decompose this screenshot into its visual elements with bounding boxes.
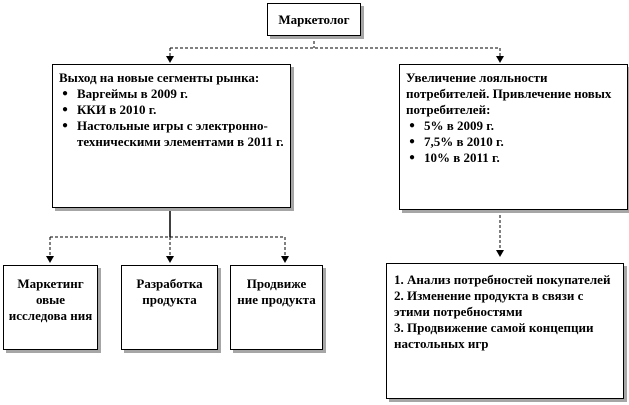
list-item: ● Настольные игры с электронно-техническими элементами в 2011 г. (59, 118, 284, 150)
list-item: ● 10% в 2011 г. (406, 150, 621, 166)
left-branch-heading: Выход на новые сегменты рынка: (59, 70, 260, 85)
steps-node (386, 263, 624, 399)
promotion-label: Продвиже ние продукта (237, 276, 316, 307)
root-connector (170, 36, 500, 48)
right-branch-node (399, 64, 628, 210)
right-branch-heading: Увеличение лояльности потребителей. Привлечение новых потребителей: (406, 70, 612, 117)
root-label: Маркетолог (278, 12, 350, 27)
research-label: Маркетинг овые исследова ния (8, 276, 93, 323)
development-node (121, 265, 218, 350)
left-branch-node (52, 64, 291, 208)
left-branch-list (59, 86, 284, 150)
list-item: 1. Анализ потребностей покупателей (394, 272, 611, 287)
list-item: ● Варгеймы в 2009 г. (59, 86, 284, 102)
promotion-node (230, 265, 323, 350)
root-node (267, 3, 361, 36)
list-item: 2. Изменение продукта в связи с этими потребностями (394, 288, 584, 319)
list-item: 3. Продвижение самой концепции настольных игр (394, 320, 594, 351)
research-node (3, 265, 98, 350)
list-item: ● 5% в 2009 г. (406, 118, 621, 134)
right-branch-list (406, 118, 621, 166)
development-label: Разработка продукта (136, 276, 203, 307)
list-item: ● ККИ в 2010 г. (59, 102, 284, 118)
steps-list (394, 272, 616, 352)
list-item: ● 7,5% в 2010 г. (406, 134, 621, 150)
